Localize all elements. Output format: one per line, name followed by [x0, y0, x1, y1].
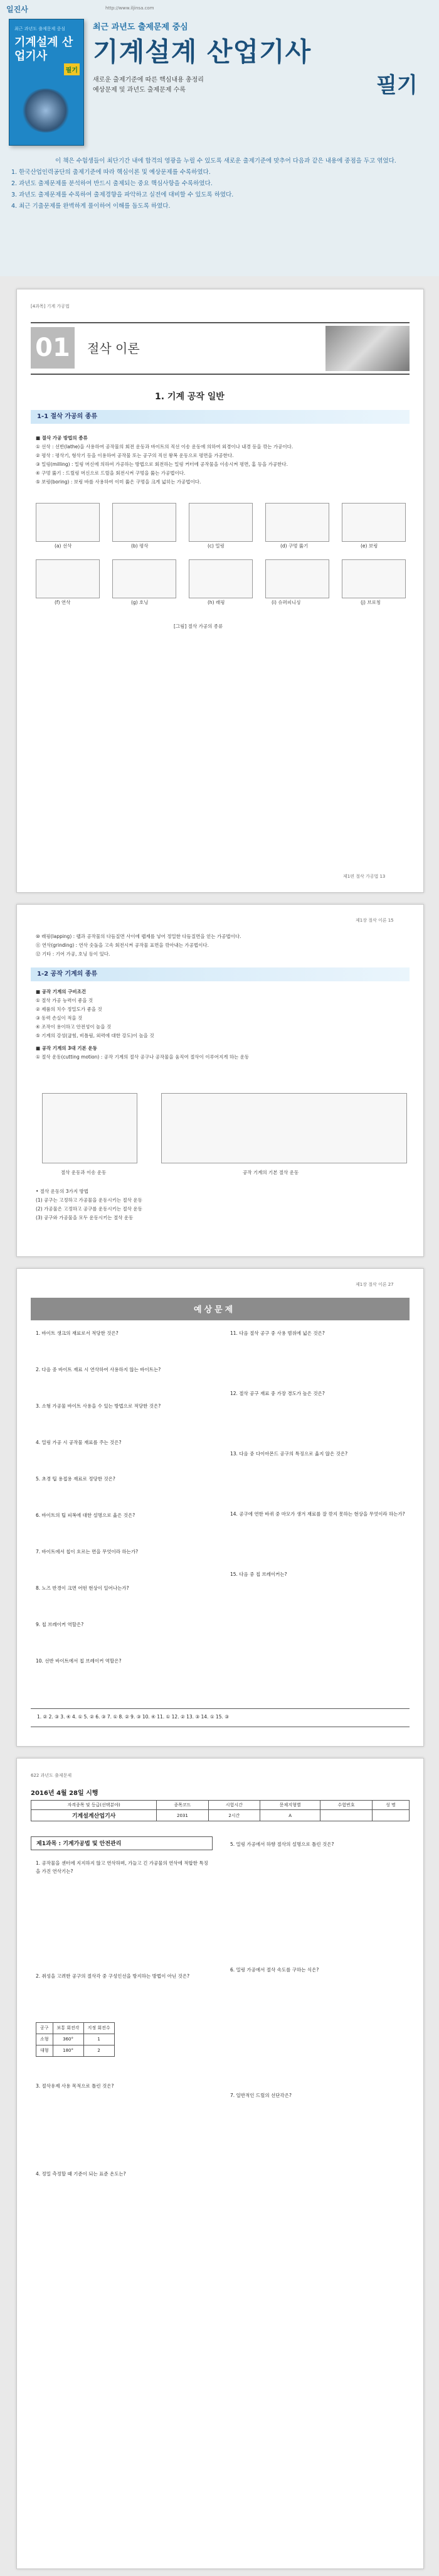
bullet-line: (3) 공구와 가공물을 모두 운동시키는 절삭 운동: [36, 1215, 134, 1221]
figure-diagram: [161, 1093, 407, 1163]
figure-diagram: [189, 503, 253, 542]
question-column-left: [36, 1859, 211, 2258]
bullet-line: (2) 가공물은 고정하고 공구를 운동시키는 절삭 운동: [36, 1206, 142, 1212]
figure-diagram: [36, 503, 100, 542]
answer-key: [31, 1708, 410, 1727]
question-item: 1. 공작물을 센터에 지지하지 않고 연삭하며, 가늘고 긴 가공물의 연삭에 적합한 특징을 가진 연삭기는?: [36, 1860, 208, 1874]
text-line: ① 선삭 : 선반(lathe)을 사용하여 공작물의 회전 운동과 바이트의 직선 이송 운동에 의하여 외경이나 내경 등을 깎는 가공이다.: [36, 444, 294, 450]
practice-banner: [31, 1298, 410, 1320]
text-line: ⑩ 래핑(lapping) : 랩과 공작물의 다듬질면 사이에 랩제를 넣어 정밀한 다듬질면을 얻는 가공법이다.: [36, 934, 241, 939]
table-header-cell: 종목코드: [157, 1801, 208, 1810]
question-item: 10. 선반 바이트에서 칩 브레이커 역할은?: [36, 1658, 122, 1664]
subject-heading: 제1과목 : 기계가공법 및 안전관리: [31, 1836, 213, 1850]
table-header-cell: 성 명: [372, 1801, 409, 1810]
question-item: 3. 소형 가공물 바이트 사용을 수 있는 방법으로 적당한 것은?: [36, 1403, 161, 1409]
question-item: 2. 다음 중 바이트 재료 시 연삭하여 사용하지 않는 바이트는?: [36, 1367, 161, 1372]
exam-info-table: [31, 1800, 410, 1821]
figure-label: (j) 브로칭: [361, 600, 381, 605]
figure-grid: [36, 503, 406, 616]
preview-page-2: [16, 904, 424, 1257]
table-cell: 2시간: [208, 1810, 260, 1821]
figure-label: (a) 선삭: [55, 543, 72, 549]
question-column-right: [230, 1840, 406, 2217]
figure-label: (c) 밀링: [208, 543, 225, 549]
figure-label: (d) 구멍 뚫기: [280, 543, 309, 549]
bullet-line: (1) 공구는 고정하고 가공물을 운동시키는 절삭 운동: [36, 1197, 142, 1203]
page-header: 제1장 절삭 이론 27: [356, 1282, 394, 1287]
chapter-photo: [325, 326, 410, 371]
promo-title-suffix: 필기: [376, 73, 418, 98]
promo-desc-line: 예상문제 및 과년도 출제문제 수록: [93, 87, 186, 94]
text-line: ③ 동력 손실이 적을 것: [36, 1015, 83, 1021]
body-text: [36, 932, 406, 959]
table-cell: A: [260, 1810, 320, 1821]
promo-intro-text: 이 책은 수험생들이 최단기간 내에 합격의 영광을 누릴 수 있도록 새로운 출제기준에 맞추어 다음과 같은 내용에 중점을 두고 엮었다.: [55, 158, 396, 164]
book-cover: [9, 19, 84, 146]
book-cover-top: 최근 과년도 출제문제 중심: [14, 26, 66, 31]
table-cell: 2: [83, 2045, 114, 2057]
figure-label: (i) 슈퍼피니싱: [272, 600, 301, 605]
promo-desc-line: 새로운 출제기준에 따른 핵심내용 총정리: [93, 77, 204, 84]
figure-diagram: [112, 503, 176, 542]
text-line: ② 제품의 치수 정밀도가 좋을 것: [36, 1006, 102, 1012]
text-line: ④ 구멍 뚫기 : 드릴링 머신으로 드릴을 회전시켜 구멍을 뚫는 가공법이다.: [36, 470, 186, 476]
table-header-cell: 보통 회전각: [53, 2023, 83, 2034]
figure-label: (b) 평삭: [131, 543, 149, 549]
table-cell: [372, 1810, 409, 1821]
question-item: 1. 바이트 생크의 재료로서 적당한 것은?: [36, 1330, 119, 1336]
promo-intro: [11, 156, 425, 212]
body-text: [36, 434, 406, 487]
promo-subtitle: 최근 과년도 출제문제 중심: [93, 23, 188, 32]
publisher-logo[interactable]: 일진사: [6, 5, 28, 14]
question-item: 4. 밀링 가공 시 공작물 재료를 주는 것은?: [36, 1440, 122, 1445]
question-item: 2. 취성을 고려한 공구의 절삭각 중 구성인선을 방지하는 방법이 아닌 것은?: [36, 1973, 190, 1979]
body-text: [36, 988, 406, 1062]
figure-diagram: [265, 503, 329, 542]
page-header: 제1장 절삭 이론 15: [356, 918, 394, 923]
figure-diagram: [265, 559, 329, 598]
figure-diagram: [189, 559, 253, 598]
question-item: 7. 일반적인 드릴의 선단각은?: [230, 2093, 292, 2098]
table-header-cell: 문제지형별: [260, 1801, 320, 1810]
question-column-left: [36, 1329, 218, 1693]
promo-desc: [93, 75, 204, 95]
table-cell: 180°: [53, 2045, 83, 2057]
publisher-url[interactable]: http://www.iljinsa.com: [105, 6, 154, 11]
question-item: 14. 공구에 연한 바퀴 중 마모가 생겨 재료를 잘 깎지 못하는 현상을 무엇이라 하는가?: [230, 1511, 405, 1517]
figure-caption: 공작 기계의 기본 절삭 운동: [243, 1170, 299, 1175]
exam-title: 2016년 4월 28일 시행: [31, 1790, 98, 1797]
table-cell: 기계설계산업기사: [31, 1810, 157, 1821]
page-header: [4과목] 기계 가공법: [31, 304, 70, 309]
subsection-title: 1-1 절삭 가공의 종류: [31, 410, 410, 424]
page-number: 제1편 절삭 가공법 13: [343, 874, 386, 879]
item-title: ■ 절삭 가공 방법의 종류: [36, 435, 88, 441]
figure-label: (h) 래핑: [208, 600, 225, 605]
table-header-cell: 지정 회전수: [83, 2023, 114, 2034]
subsection-title: 1-2 공작 기계의 종류: [31, 967, 410, 981]
question-item: 13. 다음 중 다이아몬드 공구의 특징으로 옳지 않은 것은?: [230, 1451, 348, 1457]
practice-banner-title: 예상문제: [194, 1305, 236, 1315]
question-column-right: [230, 1329, 406, 1630]
table-header-cell: 자격종목 및 등급(선택분야): [31, 1801, 157, 1810]
question-item: 5. 밀링 가공에서 하향 절삭의 설명으로 틀린 것은?: [230, 1841, 334, 1847]
question-item: 4. 정밀 측정할 때 기준이 되는 표준 온도는?: [36, 2171, 126, 2177]
figure-diagram: [42, 1093, 137, 1163]
question-item: 15. 다음 중 칩 브레이커는?: [230, 1571, 287, 1577]
text-line: ⑤ 기계의 강성(굽힘, 비틀림, 외력에 대한 강도)이 높을 것: [36, 1033, 154, 1038]
promo-point: 2. 과년도 출제문제를 분석하여 반드시 출제되는 중요 핵심사항을 수록하였다.: [11, 180, 213, 187]
chapter-header: [31, 322, 410, 375]
text-line: ⑪ 연삭(grinding) : 연삭 숫돌을 고속 회전시켜 공작물 표면을 깎아내는 가공법이다.: [36, 942, 209, 948]
text-line: ⑫ 기타 : 기어 가공, 호닝 등이 있다.: [36, 951, 110, 957]
question-item: 6. 밀링 가공에서 절삭 속도를 구하는 식은?: [230, 1967, 319, 1973]
question-item: 9. 칩 브레이커 역할은?: [36, 1622, 84, 1627]
text-line: ④ 조작이 용이하고 안전성이 높을 것: [36, 1024, 112, 1030]
mini-table: [36, 2022, 115, 2057]
text-line: ① 절삭 가공 능력이 좋을 것: [36, 998, 93, 1003]
page-header: 622 과년도 출제문제: [31, 1773, 72, 1778]
figure-diagram: [342, 559, 406, 598]
chapter-title: 절삭 이론: [87, 341, 140, 356]
chapter-number: 01: [31, 327, 75, 369]
section-title: 1. 기계 공작 일반: [155, 392, 225, 402]
promo-point: 1. 한국산업인력공단의 출제기준에 따라 핵심이론 및 예상문제를 수록하였다.: [11, 169, 211, 176]
table-cell: 대형: [36, 2045, 53, 2057]
question-item: 11. 다음 절삭 공구 중 사용 범위에 넓은 것은?: [230, 1330, 325, 1336]
promo-point: 4. 최근 기출문제를 완벽하게 풀이하여 이해를 돕도록 하였다.: [11, 203, 171, 210]
text-line: ② 평삭 : 평삭기, 형삭기 등을 이용하여 공작물 또는 공구의 직선 왕복 운동으로 평면을 가공한다.: [36, 453, 234, 458]
question-item: 7. 바이트에서 칩이 흐르는 면을 무엇이라 하는가?: [36, 1549, 139, 1555]
book-cover-badge: 필기: [64, 63, 80, 75]
figure-label: (g) 호닝: [131, 600, 149, 605]
bullet-line: • 절삭 운동의 3가지 방법: [36, 1188, 88, 1194]
text-line: ⑤ 보링(boring) : 보링 바를 사용하여 이미 뚫은 구멍을 크게 넓히는 가공법이다.: [36, 479, 201, 485]
bullet-list: [36, 1187, 406, 1222]
figure-diagram: [342, 503, 406, 542]
gear-illustration: [21, 89, 71, 132]
figure-caption: 절삭 운동과 이송 운동: [61, 1170, 107, 1175]
question-item: 12. 절삭 공구 재료 중 가장 경도가 높은 것은?: [230, 1391, 325, 1396]
table-cell: 2031: [157, 1810, 208, 1821]
preview-page-1: [16, 289, 424, 893]
answer-key-text: 1. ② 2. ③ 3. ④ 4. ① 5. ② 6. ③ 7. ① 8. ② 9. ③ 10. ④ 11. ① 12. ② 13. ③ 14. ① 15. ③: [37, 1714, 229, 1720]
text-line: ③ 밀링(milling) : 밀링 머신에 의하여 가공하는 방법으로 회전하는 밀링 커터에 공작물을 이송시켜 평면, 홈 등을 가공한다.: [36, 461, 288, 467]
preview-page-4: [16, 1758, 424, 2569]
item-title: ■ 공작 기계의 3대 기본 운동: [36, 1045, 97, 1051]
preview-page-3: [16, 1268, 424, 1747]
figure-label: (f) 연삭: [55, 600, 71, 605]
figure-diagram: [112, 559, 176, 598]
figure-diagram: [36, 559, 100, 598]
text-line: ① 절삭 운동(cutting motion) : 공작 기계의 절삭 공구나 공작물을 움직여 절삭이 이루어지게 하는 운동: [36, 1054, 250, 1060]
table-cell: 360°: [53, 2034, 83, 2045]
question-item: 6. 바이트의 팁 피복에 대한 설명으로 옳은 것은?: [36, 1512, 135, 1518]
question-item: 5. 초경 팁 용접용 재료로 정당한 것은?: [36, 1476, 115, 1482]
question-item: 3. 절삭유제 사용 목적으로 틀린 것은?: [36, 2083, 114, 2089]
promo-title: 기계설계 산업기사: [93, 36, 312, 67]
item-title: ■ 공작 기계의 구비조건: [36, 989, 87, 994]
table-cell: 1: [83, 2034, 114, 2045]
table-cell: 소형: [36, 2034, 53, 2045]
book-cover-title: 기계설계 산업기사: [14, 36, 73, 63]
figure-caption: [그림] 절삭 가공의 종류: [174, 623, 223, 629]
question-item: 8. 노즈 반경이 크면 어떤 현상이 일어나는가?: [36, 1585, 129, 1591]
table-header-cell: 공구: [36, 2023, 53, 2034]
table-header-cell: 시험시간: [208, 1801, 260, 1810]
table-cell: [320, 1810, 372, 1821]
figure-label: (e) 보링: [361, 543, 378, 549]
promo-point: 3. 과년도 출제문제를 수록하여 출제경향을 파악하고 실전에 대비할 수 있도록 하였다.: [11, 191, 234, 198]
table-header-cell: 수험번호: [320, 1801, 372, 1810]
